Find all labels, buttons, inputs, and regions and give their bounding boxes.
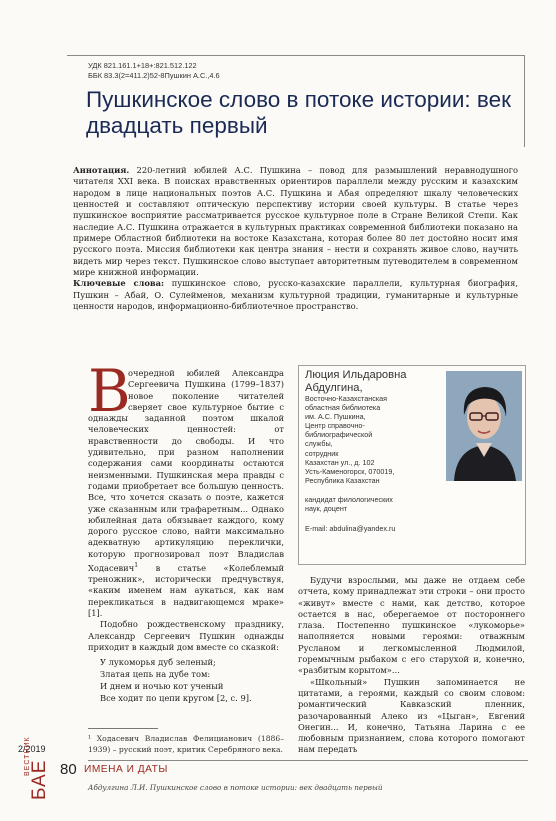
author-name: Люция Ильдаровна Абдулгина, (305, 369, 407, 394)
degree-line: кандидат филологических (305, 495, 393, 504)
footer-divider (88, 760, 528, 761)
footnote-ref: 1 (134, 562, 139, 570)
author-affiliation (305, 394, 445, 485)
affiliation-line: сотрудник (305, 448, 339, 458)
left-column (88, 357, 284, 653)
affiliation-line: Восточно-Казахстанская (305, 394, 388, 403)
footnote: ¹ Ходасевич Владислав Фелицианович (1886–1939) – русский поэт, критик Серебряного века. (88, 734, 284, 754)
udk-code: УДК 821.161.1+18+:821.512.122 (88, 61, 197, 70)
abstract (73, 165, 518, 312)
dropcap-space (88, 357, 131, 425)
keywords-label: Ключевые слова: (73, 278, 165, 289)
paragraph-1: очередной юбилей Александра Сергеевича Пушкина (1799–1837) новое поколение читателей сверяет свое культурное бытие с однажды заданной поэтом шкалой человеческих ценностей: от нравственности до свободы. И что удивительно, при разном наполнении содержания сами координаты остаются неизменными. Пушкинская мера правды с годами приобретает все большую ценность. Все, что хочется сказать о поэте, кажется уже сказанным или трафаретным... Однако юбилейная дата обязывает каждого, кому дорого русское слово, найти максимально адекватную артикуляцию переклички, которую прогнозировал поэт Владислав Ходасевич (88, 368, 284, 573)
dropcap: В (88, 357, 131, 425)
journal-logo: БАЕ (29, 759, 50, 800)
running-citation: Абдулгина Л.И. Пушкинское слово в потоке истории: век двадцать первый (88, 783, 383, 792)
poem-line: Все ходит по цепи кругом [2, с. 9]. (100, 693, 252, 704)
poem-line: Златая цепь на дубе том: (100, 669, 211, 680)
affiliation-line: им. А.С. Пушкина, (305, 412, 366, 422)
footnote-divider (88, 728, 158, 729)
affiliation-line: Казахстан ул., д. 102 (305, 457, 375, 467)
affiliation-line: Центр справочно- (305, 421, 365, 431)
paragraph-1-end: в статье «Колеблемый треножник», исторически предчувствуя, «каким именем нам аукаться, как нам перекликаться в надвигающемся мраке» [1]. (88, 562, 284, 618)
section-title: ИМЕНА И ДАТЫ (84, 764, 168, 775)
affiliation-line: Республика Казахстан (305, 475, 380, 485)
article-title: Пушкинское слово в потоке истории: век двадцать первый (86, 87, 511, 138)
abstract-label: Аннотация. (73, 165, 130, 175)
degree-line: наук, доцент (305, 504, 348, 514)
keywords-text: пушкинское слово, русско-казахские параллели, культурная биография, Пушкин – Абай, О. Сулейменов, механизм культурной традиции, гуманитарные и культурные ценности народов, информационно-библиотечное пространство. (73, 278, 518, 312)
affiliation-line: Усть-Каменогорск, 070019, (305, 466, 395, 476)
affiliation-line: службы, (305, 439, 333, 449)
right-column (298, 575, 525, 756)
bbk-code: ББК 83.3(2=411.2)52-8Пушкин А.С.,4.6 (88, 71, 220, 80)
poem-line: У лукоморья дуб зеленый; (100, 657, 216, 667)
portrait-illustration (446, 371, 522, 481)
poem-line: И днем и ночью кот ученый (100, 681, 224, 692)
affiliation-line: областная библиотека (305, 403, 381, 413)
author-degree (305, 495, 505, 513)
poem-quote (100, 656, 285, 704)
author-email: E-mail: abdulina@yandex.ru (305, 524, 396, 533)
affiliation-line: библиографической (305, 430, 373, 440)
author-photo (446, 371, 522, 481)
paragraph-2: Подобно рождественскому празднику, Александр Сергеевич Пушкин однажды приходит в каждый дом вместе со сказкой: (88, 619, 284, 652)
paragraph-3: Будучи взрослыми, мы даже не отдаем себе отчета, кому принадлежат эти строки – они просто «живут» вместе с нами, как детство, которое остается в нас, оберегаемое от постороннего глаза. Постепенно пушкинское «лукоморье» наполняется новыми героями: отважным Русланом и легкомысленной Людмилой, горемычным рыбаком с его старухой и, конечно, «разбитым корытом»... (298, 575, 525, 676)
issue-number: 2/2019 (18, 744, 46, 754)
journal-name-small: ВЕСТНИК (24, 736, 31, 776)
paragraph-4: «Школьный» Пушкин запоминается не цитатами, а героями, каждый со своим словом: романтический Кавказский пленник, разочарованный Алеко из «Цыган», Евгений Онегин... И, конечно, Татьяна Ларина с ее любовным признанием, слова которого помогают нам передать (298, 676, 525, 755)
abstract-text: 220-летний юбилей А.С. Пушкина – повод для размышлений неравнодушного читателя XXI века. В поисках нравственных ориентиров параллели между русским и казахским народом в лице национальных поэтов А.С. Пушкина и Абая определяют шкалу человеческих ценностей и составляют оптическую перспективу истории своей культуры. В статье через пушкинское восприятие рассматривается русское культурное поле в Стране Великой Степи. Как наследие А.С. Пушкина отражается в культурных практиках современной библиотеки показано на примере Областной библиотеки на востоке Казахстана, которая более 80 лет достойно носит имя русского поэта. Миссия библиотеки как центра знания – нести и сохранять живое слово, научить видеть мир через текст. Пушкинское слово выступает авторитетным путеводителем в современном мире книжной информации. (73, 165, 518, 278)
page-number: 80 (60, 761, 77, 778)
